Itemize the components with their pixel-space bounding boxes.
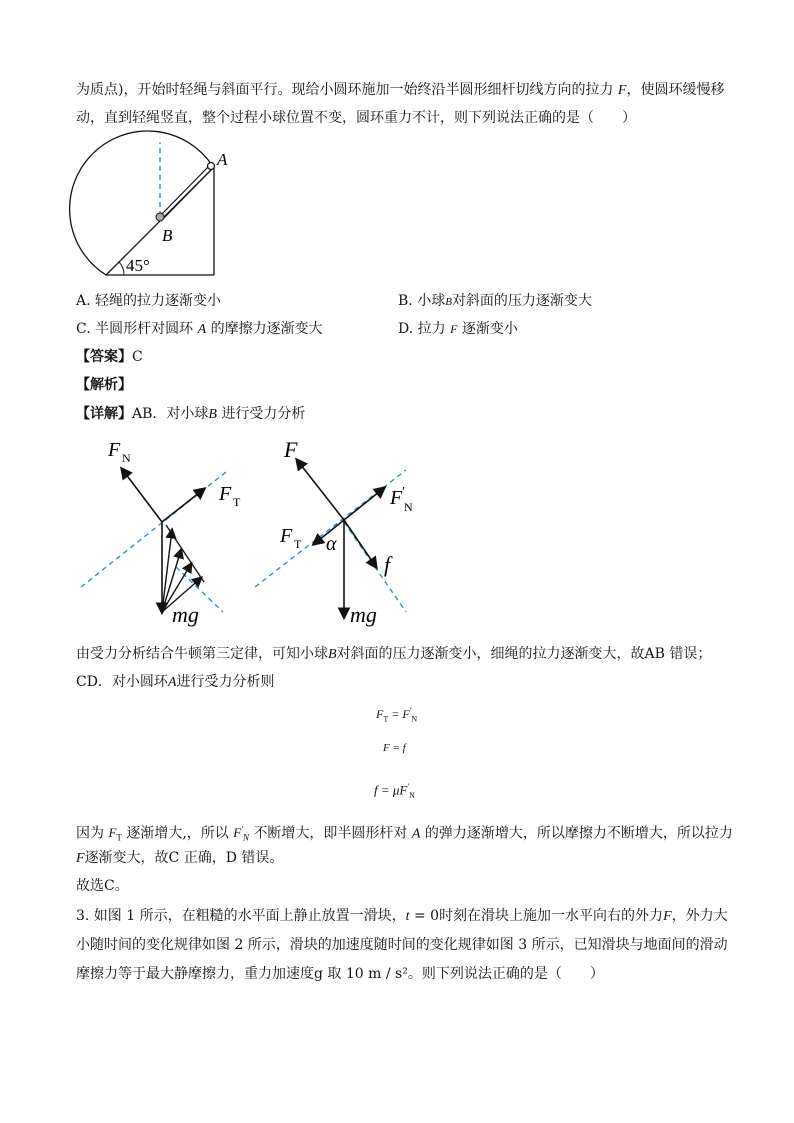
- label-B: B: [162, 226, 173, 245]
- label-angle: 45°: [126, 256, 150, 275]
- label-A: A: [217, 150, 228, 169]
- svg-text:F: F: [280, 525, 293, 547]
- problem2-stem-line2: 动，直到轻绳竖直，整个过程小球位置不变，圆环重力不计，则下列说法正确的是（ ）: [76, 110, 636, 126]
- problem3-line3: 摩擦力等于最大静摩擦力，重力加速度g 取 10 m / s²。则下列说法正确的是（ ）: [76, 966, 604, 982]
- svg-text:T: T: [233, 495, 241, 509]
- option-C: C. 半圆形杆对圆环 A 的摩擦力逐渐变大: [76, 321, 323, 337]
- svg-text:F: F: [390, 487, 403, 509]
- svg-text:F: F: [284, 437, 298, 462]
- cd-line: CD．对小圆环A进行受力分析则: [76, 674, 275, 690]
- svg-text:mg: mg: [350, 602, 377, 627]
- problem2-stem-line1: 为质点)，开始时轻绳与斜面平行。现给小圆环施加一始终沿半圆形细杆切线方向的拉力 F，使圆环缓慢移: [76, 82, 725, 98]
- reason-line2: F逐渐变大，故C 正确，D 错误。: [76, 850, 284, 866]
- analysis-tag: 【解析】: [76, 377, 132, 393]
- svg-text:α: α: [326, 533, 337, 555]
- svg-text:F: F: [219, 483, 232, 505]
- answer-line: 【答案】C: [76, 349, 143, 365]
- svg-text:N: N: [122, 451, 131, 465]
- incline-semicircle-figure: [76, 140, 236, 280]
- force-diagram-ball: [76, 432, 241, 627]
- option-D: D. 拉力 F 逐渐变小: [398, 321, 518, 337]
- svg-text:′: ′: [402, 485, 406, 500]
- equation-3: $f = \mu F'_N$: [374, 782, 415, 800]
- svg-text:T: T: [294, 537, 302, 551]
- choose-line: 故选C。: [76, 878, 129, 894]
- reason-line1: 因为 $F_T$ 逐渐增大,，所以 $F'_N$ 不断增大，即半圆形杆对 A 的弹力逐渐增大，所以摩擦力不断增大，所以拉力: [76, 825, 733, 843]
- svg-text:F: F: [108, 439, 121, 461]
- force-diagram-ring: [250, 432, 420, 627]
- conclusion-line: 由受力分析结合牛顿第三定律，可知小球B对斜面的压力逐渐变小，细绳的拉力逐渐变大，故AB 错误；: [76, 646, 712, 662]
- svg-text:mg: mg: [172, 602, 199, 627]
- equation-1: $F_T = F'_N$: [376, 706, 418, 724]
- problem3-line1: 3. 如图 1 所示，在粗糙的水平面上静止放置一滑块，t = 0时刻在滑块上施加一水平向右的外力F，外力大: [76, 908, 728, 924]
- problem3-line2: 小随时间的变化规律如图 2 所示，滑块的加速度随时间的变化规律如图 3 所示，已知滑块与地面间的滑动: [76, 937, 728, 953]
- option-A: A. 轻绳的拉力逐渐变小: [76, 293, 222, 309]
- option-B: B. 小球B对斜面的压力逐渐变大: [398, 293, 592, 309]
- svg-text:f: f: [384, 552, 391, 577]
- equation-2: F = f: [383, 742, 406, 754]
- detail-line: 【详解】AB．对小球B 进行受力分析: [76, 406, 306, 422]
- svg-text:N: N: [404, 500, 413, 514]
